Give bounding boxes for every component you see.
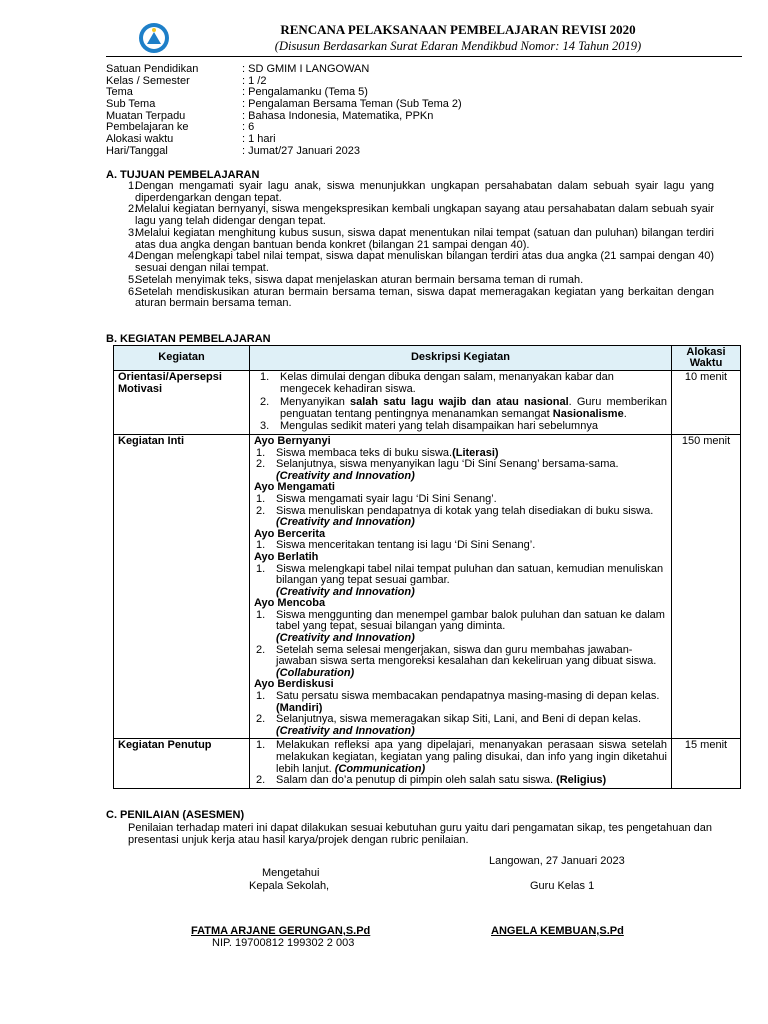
document-subtitle: (Disusun Berdasarkan Surat Edaran Mendikbud Nomor: 14 Tahun 2019): [274, 39, 642, 53]
activity-time: 150 menit: [672, 434, 741, 738]
column-header: Kegiatan: [114, 346, 250, 371]
activity-name: Kegiatan Inti: [114, 434, 250, 738]
list-item: 3. Melalui kegiatan menghitung kubus susun, siswa dapat menentukan nilai tempat (satuan dan puluhan) bilangan terdiri atas dua angka dengan bantuan benda konkret (bilangan 21 sampai dengan 40).: [128, 226, 714, 251]
identity-row: Satuan Pendidikan : SD GMIM I LANGOWAN: [106, 63, 370, 75]
kepala-sekolah-label: Kepala Sekolah,: [249, 880, 330, 892]
table-row: [114, 371, 741, 435]
assessment-text: Penilaian terhadap materi ini dapat dilakukan sesuai kebutuhan guru yaitu dari pengamatan sikap, tes pengetahuan dan presentasi unjuk kerja atau hasil karya/projek dengan rubric penilaian.: [128, 822, 713, 846]
identity-row: Sub Tema : Pengalaman Bersama Teman (Sub Tema 2): [106, 98, 462, 111]
activity-description: 1. Melakukan refleksi apa yang dipelajari, menanyakan perasaan siswa setelah melakukan kegiatan, kegiatan yang paling disukai, dan info yang ingin diketahui lebih lanjut. (Communication) 2. Salam dan do’a penutup di pimpin oleh salah satu siswa. (Religius): [250, 739, 672, 788]
identity-row: Muatan Terpadu : Bahasa Indonesia, Matematika, PPKn: [106, 109, 434, 122]
identity-row: Alokasi waktu : 1 hari: [106, 133, 276, 146]
document-header: [178, 22, 738, 54]
list-item: 6. Setelah mendiskusikan aturan bermain bersama teman, siswa dapat memeragakan kegiatan yang berkaitan dengan aturan bermain bersama teman.: [128, 285, 714, 310]
objectives-list: [106, 181, 714, 310]
column-header: Alokasi Waktu: [672, 346, 741, 371]
activity-description: 1. Kelas dimulai dengan dibuka dengan salam, menanyakan kabar dan mengecek kehadiran siswa. 2. Menyanyikan salah satu lagu wajib dan atau nasional. Guru memberikan penguatan tentang pentingnya menanamkan semangat Nasionalisme. 3. Mengulas sedikit materi yang telah disampaikan hari sebelumnya: [250, 371, 672, 435]
activity-time: 10 menit: [672, 371, 741, 435]
activity-name: Orientasi/Apersepsi Motivasi: [114, 371, 250, 435]
kepala-sekolah-nip: NIP. 19700812 199302 2 003: [212, 937, 355, 949]
section-c-heading: C. PENILAIAN (ASESMEN): [106, 809, 245, 821]
list-item: 2. Melalui kegiatan bernyanyi, siswa mengekspresikan kembali ungkapan sayang atau persahabatan dalam sebuah syair lagu yang telah didengar dengan tepat.: [128, 203, 714, 228]
list-item: 4. Dengan melengkapi tabel nilai tempat, siswa dapat menuliskan bilangan terdiri atas dua angka (21 sampai dengan 40) sesuai dengan nilai tempat.: [128, 250, 714, 275]
identity-row: Kelas / Semester : 1 /2: [106, 74, 267, 87]
tut-wuri-handayani-logo: [138, 22, 170, 54]
section-b-heading: B. KEGIATAN PEMBELAJARAN: [106, 333, 271, 345]
column-header: Deskripsi Kegiatan: [250, 346, 672, 371]
guru-kelas-label: Guru Kelas 1: [530, 880, 595, 892]
guru-name: ANGELA KEMBUAN,S.Pd: [491, 925, 624, 937]
list-item: 5. Setelah menyimak teks, siswa dapat menjelaskan aturan bermain bersama teman di rumah.: [128, 273, 584, 286]
kepala-sekolah-name: FATMA ARJANE GERUNGAN,S.Pd: [191, 925, 371, 937]
identity-row: Hari/Tanggal : Jumat/27 Januari 2023: [106, 144, 361, 157]
document-title: RENCANA PELAKSANAAN PEMBELAJARAN REVISI 2020: [280, 22, 636, 37]
identity-row: Tema : Pengalamanku (Tema 5): [106, 86, 368, 99]
identity-row: Pembelajaran ke : 6: [106, 121, 255, 134]
section-a-heading: A. TUJUAN PEMBELAJARAN: [106, 169, 260, 181]
activity-time: 15 menit: [672, 739, 741, 788]
activity-name: Kegiatan Penutup: [114, 739, 250, 788]
header-divider: [106, 56, 742, 57]
activity-description: Ayo Bernyanyi 1. Siswa membaca teks di buku siswa.(Literasi) 2. Selanjutnya, siswa menyanyikan lagu ‘Di Sini Senang’ bersama-sama.(Creativity and Innovation) Ayo Mengamati 1. Siswa mengamati syair lagu ‘Di Sini Senang’. 2. Siswa menuliskan pendapatnya di kotak yang telah disediakan di buku siswa.(Creativity and Innovation) Ayo Bercerita 1. Siswa menceritakan tentang isi lagu ‘Di Sini Senang’. Ayo Berlatih 1. Siswa melengkapi tabel nilai tempat puluhan dan satuan, kemudian menuliskan bilangan yang tepat sesuai gambar. (Creativity and Innovation) Ayo Mencoba 1. Siswa menggunting dan menempel gambar balok puluhan dan satuan ke dalam tabel yang tepat, sesuai bilangan yang diminta. (Creativity and Innovation) 2. Setelah sema selesai mengerjakan, siswa dan guru membahas jawaban-jawaban siswa serta mengoreksi kesalahan dan kekeliruan yang dibuat siswa. (Collaburation) Ayo Berdiskusi 1. Satu persatu siswa membacakan pendapatnya masing-masing di depan kelas. (Mandiri) 2. Selanjutnya, siswa memeragakan sikap Siti, Lani, and Beni di depan kelas. (Creativity and Innovation): [250, 434, 672, 738]
identity-block: [106, 64, 462, 158]
mengetahui-label: Mengetahui: [262, 867, 320, 879]
table-row: [114, 739, 741, 788]
place-date: Langowan, 27 Januari 2023: [489, 855, 625, 867]
table-header-row: [114, 346, 741, 371]
list-item: 1. Dengan mengamati syair lagu anak, siswa menunjukkan ungkapan persahabatan dalam sebuah syair lagu yang diperdengarkan dengan tepat.: [128, 180, 714, 204]
activities-table: [113, 345, 741, 789]
table-row: [114, 434, 741, 738]
